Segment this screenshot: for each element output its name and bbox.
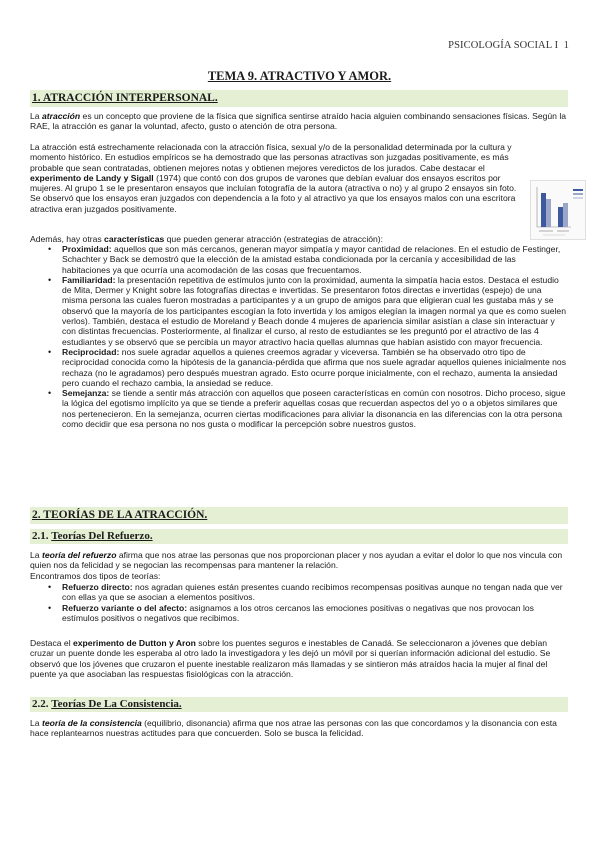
chart-thumbnail-image — [530, 180, 586, 240]
course-name: PSICOLOGÍA SOCIAL I — [448, 40, 559, 51]
section-heading-1: 1. ATRACCIÓN INTERPERSONAL. — [30, 90, 568, 107]
list-item-familiarity: • Familiaridad: la presentación repetitiva de estímulos junto con la proximidad, aumenta la simpatía hacia estos. Destaca el estudio de Mita, Dermer y Knight sobre las fotografías directas e invertidas. Se presentaron fotos directas e invertidas (espejo) de una misma persona las cuales fueron mostradas a participantes y a un grupo de amigos para que eligieran cual les gustaba más y se observó que la mayoría de los participantes escogían la foto invertida y los amigos elegían la imagen normal ya que es como suelen verlos). También, destaca el estudio de Moreland y Beach donde 4 mujeres de apariencia similar asistían a clase sin interactuar y con distintas frecuencias. Posteriormente, al finalizar el curso, al resto de estudiantes se les preguntó por el atractivo de las 4 estudiantes y se observó que se percibía un mayor atractivo hacia quellas alumnas que habían asistido con mayor frecuencia. — [48, 274, 566, 347]
attraction-strategies-list — [48, 244, 567, 430]
term-attraction: atracción — [41, 111, 81, 121]
list-item-reciprocity: • Reciprocidad: nos suele agradar aquellos a quienes creemos agradar y viceversa. También se ha observado otro tipo de reciprocidad conocida como la hipótesis de la ganancia-pérdida que afirma que nos suele agradar aquellos quienes inicialmente nos rechaza (no le agradamos) pero después muestran agrado. Esto ocurre porque inicialmente, con el rechazo, aumenta la ansiedad pero cuando el rechazo cambia, la ansiedad se reduce. — [48, 346, 567, 388]
paragraph-attraction-definition: La atracción es un concepto que proviene de la física que significa sentirse atraído hacia alguien combinando sensaciones físicas. Según la RAE, la atracción es ganar la voluntad, afecto, gusto o atención de otra persona. — [30, 111, 567, 132]
paragraph-reinforcement-theory: La teoría del refuerzo afirma que nos atrae las personas que nos proporcionan placer y nos ayudan a evitar el dolor lo que nos vincula con quien nos da felicidad y se negocian las recompensas para mantener la relación. — [30, 550, 563, 571]
page-header — [448, 40, 569, 51]
list-item-similarity: • Semejanza: se tiende a sentir más atracción con aquellos que poseen características en común con nosotros. Dicho proceso, sigue la lógica del egotismo implícito ya que se tiende a preferir aquellas cosas que recuerdan aspectos del yo o a objetos similares que nos pertenecieron. En la semejanza, ocurren ciertas modificaciones para aliviar la disonancia en las diferencias con la otra persona como decidir que esa persona no nos gusta o modificar la percepción sobre nuestros gustos. — [48, 388, 566, 430]
paragraph-two-types: Encontramos dos tipos de teorías: — [30, 571, 161, 581]
paragraph-landy-sigall: La atracción está estrechamente relacionada con la atracción física, sexual y/o de la personalidad determinada por la cultura y momento histórico. En estudios empíricos se ha demostrado que las personas atractivas son juzgadas positivamente, es más probable que sean contratadas, obtienen mejores notas y obtienen mejores veredictos de los jurados. Cabe destacar el experimento de Landy y Sigall (1974) que contó con dos grupos de varones que debían evaluar dos ensayos escritos por mujeres. Al grupo 1 se le presentaron ensayos que incluían fotografía de la autora (atractiva o no) y al grupo 2 ensayos sin foto. Se observó que los ensayos eran juzgados con dependencia a la foto y al atractivo ya que los ensayos malos con una escritora atractiva eran juzgados positivamente. — [30, 142, 517, 214]
page-number: 1 — [563, 40, 569, 51]
document-title: TEMA 9. ATRACTIVO Y AMOR. — [207, 69, 392, 83]
term-reinforcement-theory: teoría del refuerzo — [41, 550, 117, 560]
term-characteristics: características — [104, 234, 165, 244]
list-item-proximity: • Proximidad: aquellos que son más cercanos, generan mayor simpatía y mayor cantidad de relaciones. En el estudio de Festinger, Schachter y Back se demostró que la elección de la amistad estaba condicionada por la cercanía y accesibilidad de las habitaciones ya que ocurría una acomodación de las cosas que frecuentamos. — [48, 244, 561, 275]
paragraph-consistency-theory: La teoría de la consistencia (equilibrio, disonancia) afirma que nos atrae las personas con las que concordamos y la disonancia con esta hace replantearnos nuestras actitudes para que concuerden. Solo se busca la felicidad. — [30, 718, 557, 739]
subsection-heading-reinforcement: 2.1. Teorías Del Refuerzo. — [30, 529, 568, 544]
bar-chart-image — [531, 181, 585, 239]
paragraph-characteristics-intro: Además, hay otras características que pueden generar atracción (estrategias de atracción): — [30, 234, 384, 244]
subsection-heading-consistency: 2.2. Teorías De La Consistencia. — [30, 697, 568, 712]
list-item-affect-reinforcement: • Refuerzo variante o del afecto: asignamos a los otros cercanos las emociones positivas o negativas que nos provocan los estímulos positivos o negativos que recibimos. — [48, 602, 534, 623]
reinforcement-types-list — [48, 582, 566, 623]
list-item-direct-reinforcement: • Refuerzo directo: nos agradan quienes están presentes cuando recibimos recompensas positivas aunque no tengan nada que ver con ellas ya que se asocian a elementos positivos. — [48, 582, 563, 603]
section-heading-2: 2. TEORÍAS DE LA ATRACCIÓN. — [30, 507, 568, 524]
experiment-landy-sigall: experimento de Landy y Sigall — [30, 172, 154, 183]
term-consistency-theory: teoría de la consistencia — [41, 718, 142, 728]
paragraph-dutton-aron: Destaca el experimento de Dutton y Aron sobre los puentes seguros e inestables de Canadá. Se seleccionaron a jóvenes que debían cruzar un puente donde les esperaba al otro lado la investigadora y les dejó un móvil por si querían información adicional del estudio. Se observó que los jóvenes que cruzaron el puente inestable realizaron más llamadas y se sintieron más atraídos hacia la mujer al final del puente ya que asociaban las respuestas fisiológicas con la atracción. — [30, 638, 551, 679]
experiment-dutton-aron: experimento de Dutton y Aron — [73, 638, 196, 648]
